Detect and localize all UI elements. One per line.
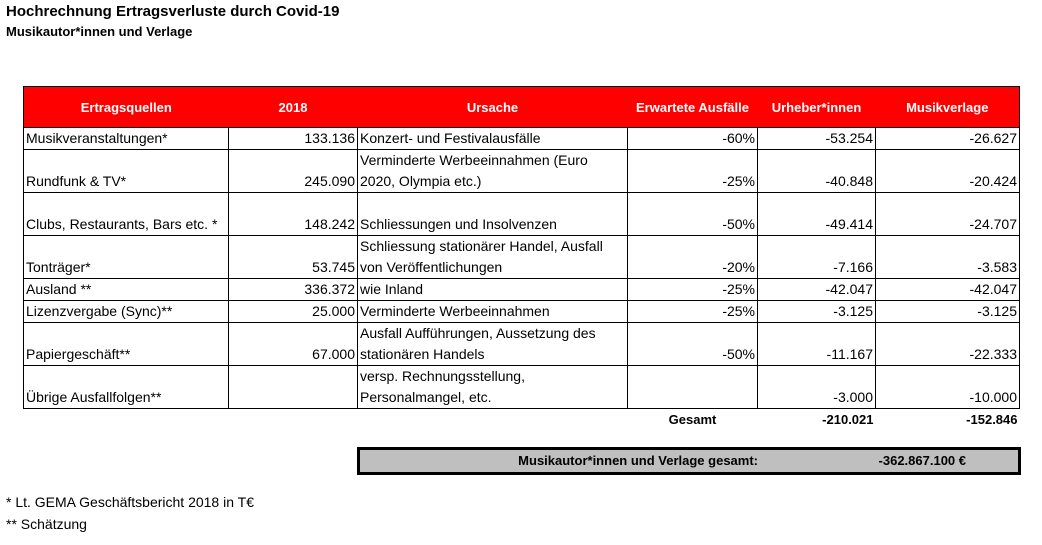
gesamt-label: Gesamt — [668, 412, 717, 427]
cell-verlage: -10.000 — [876, 366, 1020, 409]
page-title: Hochrechnung Ertragsverluste durch Covid-19 — [6, 3, 340, 20]
cell-ausfall: -20% — [628, 236, 758, 279]
cell-quelle: Musikveranstaltungen* — [24, 128, 229, 150]
table-row — [24, 301, 1020, 323]
cell-ursache: Verminderte Werbeeinnahmen (Euro 2020, Olympia etc.) — [358, 150, 628, 193]
cell-quelle: Tonträger* — [24, 236, 229, 279]
footnote-gema: * Lt. GEMA Geschäftsbericht 2018 in T€ — [6, 494, 254, 510]
cell-urheber: -7.166 — [758, 236, 876, 279]
cell-urheber: -49.414 — [758, 193, 876, 236]
cell-2018: 336.372 — [229, 279, 358, 301]
cell-quelle: Ausland ** — [24, 279, 229, 301]
gesamt-urheber: -210.021 — [822, 412, 874, 427]
losses-table — [23, 86, 1020, 430]
cell-verlage: -20.424 — [876, 150, 1020, 193]
cell-urheber: -40.848 — [758, 150, 876, 193]
header-urheber: Urheber*innen — [758, 87, 876, 128]
cell-ursache: Konzert- und Festivalausfälle — [358, 128, 628, 150]
table-row — [24, 279, 1020, 301]
cell-verlage: -26.627 — [876, 128, 1020, 150]
page-subtitle: Musikautor*innen und Verlage — [6, 24, 193, 39]
header-2018: 2018 — [229, 87, 358, 128]
cell-ursache: Schliessung stationärer Handel, Ausfall von Veröffentlichungen — [358, 236, 628, 279]
cell-ausfall: -60% — [628, 128, 758, 150]
cell-ursache: Verminderte Werbeeinnahmen — [358, 301, 628, 323]
table-row — [24, 150, 1020, 193]
cell-ausfall: -25% — [628, 150, 758, 193]
footnote-schaetzung: ** Schätzung — [6, 516, 87, 532]
table-row — [24, 366, 1020, 409]
header-ertragsquellen: Ertragsquellen — [24, 87, 229, 128]
cell-ursache: Ausfall Aufführungen, Aussetzung des stationären Handels — [358, 323, 628, 366]
cell-ausfall: -25% — [628, 279, 758, 301]
cell-verlage: -42.047 — [876, 279, 1020, 301]
cell-quelle: Lizenzvergabe (Sync)** — [24, 301, 229, 323]
table-header-row — [24, 87, 1020, 128]
cell-verlage: -22.333 — [876, 323, 1020, 366]
cell-2018: 133.136 — [229, 128, 358, 150]
cell-ausfall: -25% — [628, 301, 758, 323]
header-erwartete-ausfaelle: Erwartete Ausfälle — [628, 87, 758, 128]
cell-2018 — [229, 366, 358, 409]
cell-2018: 25.000 — [229, 301, 358, 323]
cell-verlage: -3.583 — [876, 236, 1020, 279]
cell-verlage: -24.707 — [876, 193, 1020, 236]
header-musikverlage: Musikverlage — [876, 87, 1020, 128]
cell-2018: 245.090 — [229, 150, 358, 193]
cell-urheber: -11.167 — [758, 323, 876, 366]
table-row — [24, 323, 1020, 366]
cell-quelle: Rundfunk & TV* — [24, 150, 229, 193]
grand-total-value: -362.867.100 € — [878, 453, 966, 468]
gesamt-row — [24, 409, 1020, 431]
grand-total-label: Musikautor*innen und Verlage gesamt: — [518, 453, 758, 468]
cell-ausfall: -50% — [628, 193, 758, 236]
cell-ursache: Schliessungen und Insolvenzen — [358, 193, 628, 236]
table-row — [24, 193, 1020, 236]
header-ursache: Ursache — [358, 87, 628, 128]
gesamt-verlage: -152.846 — [966, 412, 1018, 427]
table-row — [24, 128, 1020, 150]
cell-urheber: -42.047 — [758, 279, 876, 301]
cell-2018: 148.242 — [229, 193, 358, 236]
table-row — [24, 236, 1020, 279]
cell-quelle: Papiergeschäft** — [24, 323, 229, 366]
cell-urheber: -3.000 — [758, 366, 876, 409]
cell-verlage: -3.125 — [876, 301, 1020, 323]
cell-ursache: wie Inland — [358, 279, 628, 301]
cell-ausfall: -50% — [628, 323, 758, 366]
cell-2018: 67.000 — [229, 323, 358, 366]
cell-urheber: -3.125 — [758, 301, 876, 323]
cell-ursache: versp. Rechnungsstellung, Personalmangel, etc. — [358, 366, 628, 409]
grand-total-box — [357, 447, 1021, 475]
cell-quelle: Übrige Ausfallfolgen** — [24, 366, 229, 409]
cell-urheber: -53.254 — [758, 128, 876, 150]
cell-quelle: Clubs, Restaurants, Bars etc. * — [24, 193, 229, 236]
cell-ausfall — [628, 366, 758, 409]
cell-2018: 53.745 — [229, 236, 358, 279]
